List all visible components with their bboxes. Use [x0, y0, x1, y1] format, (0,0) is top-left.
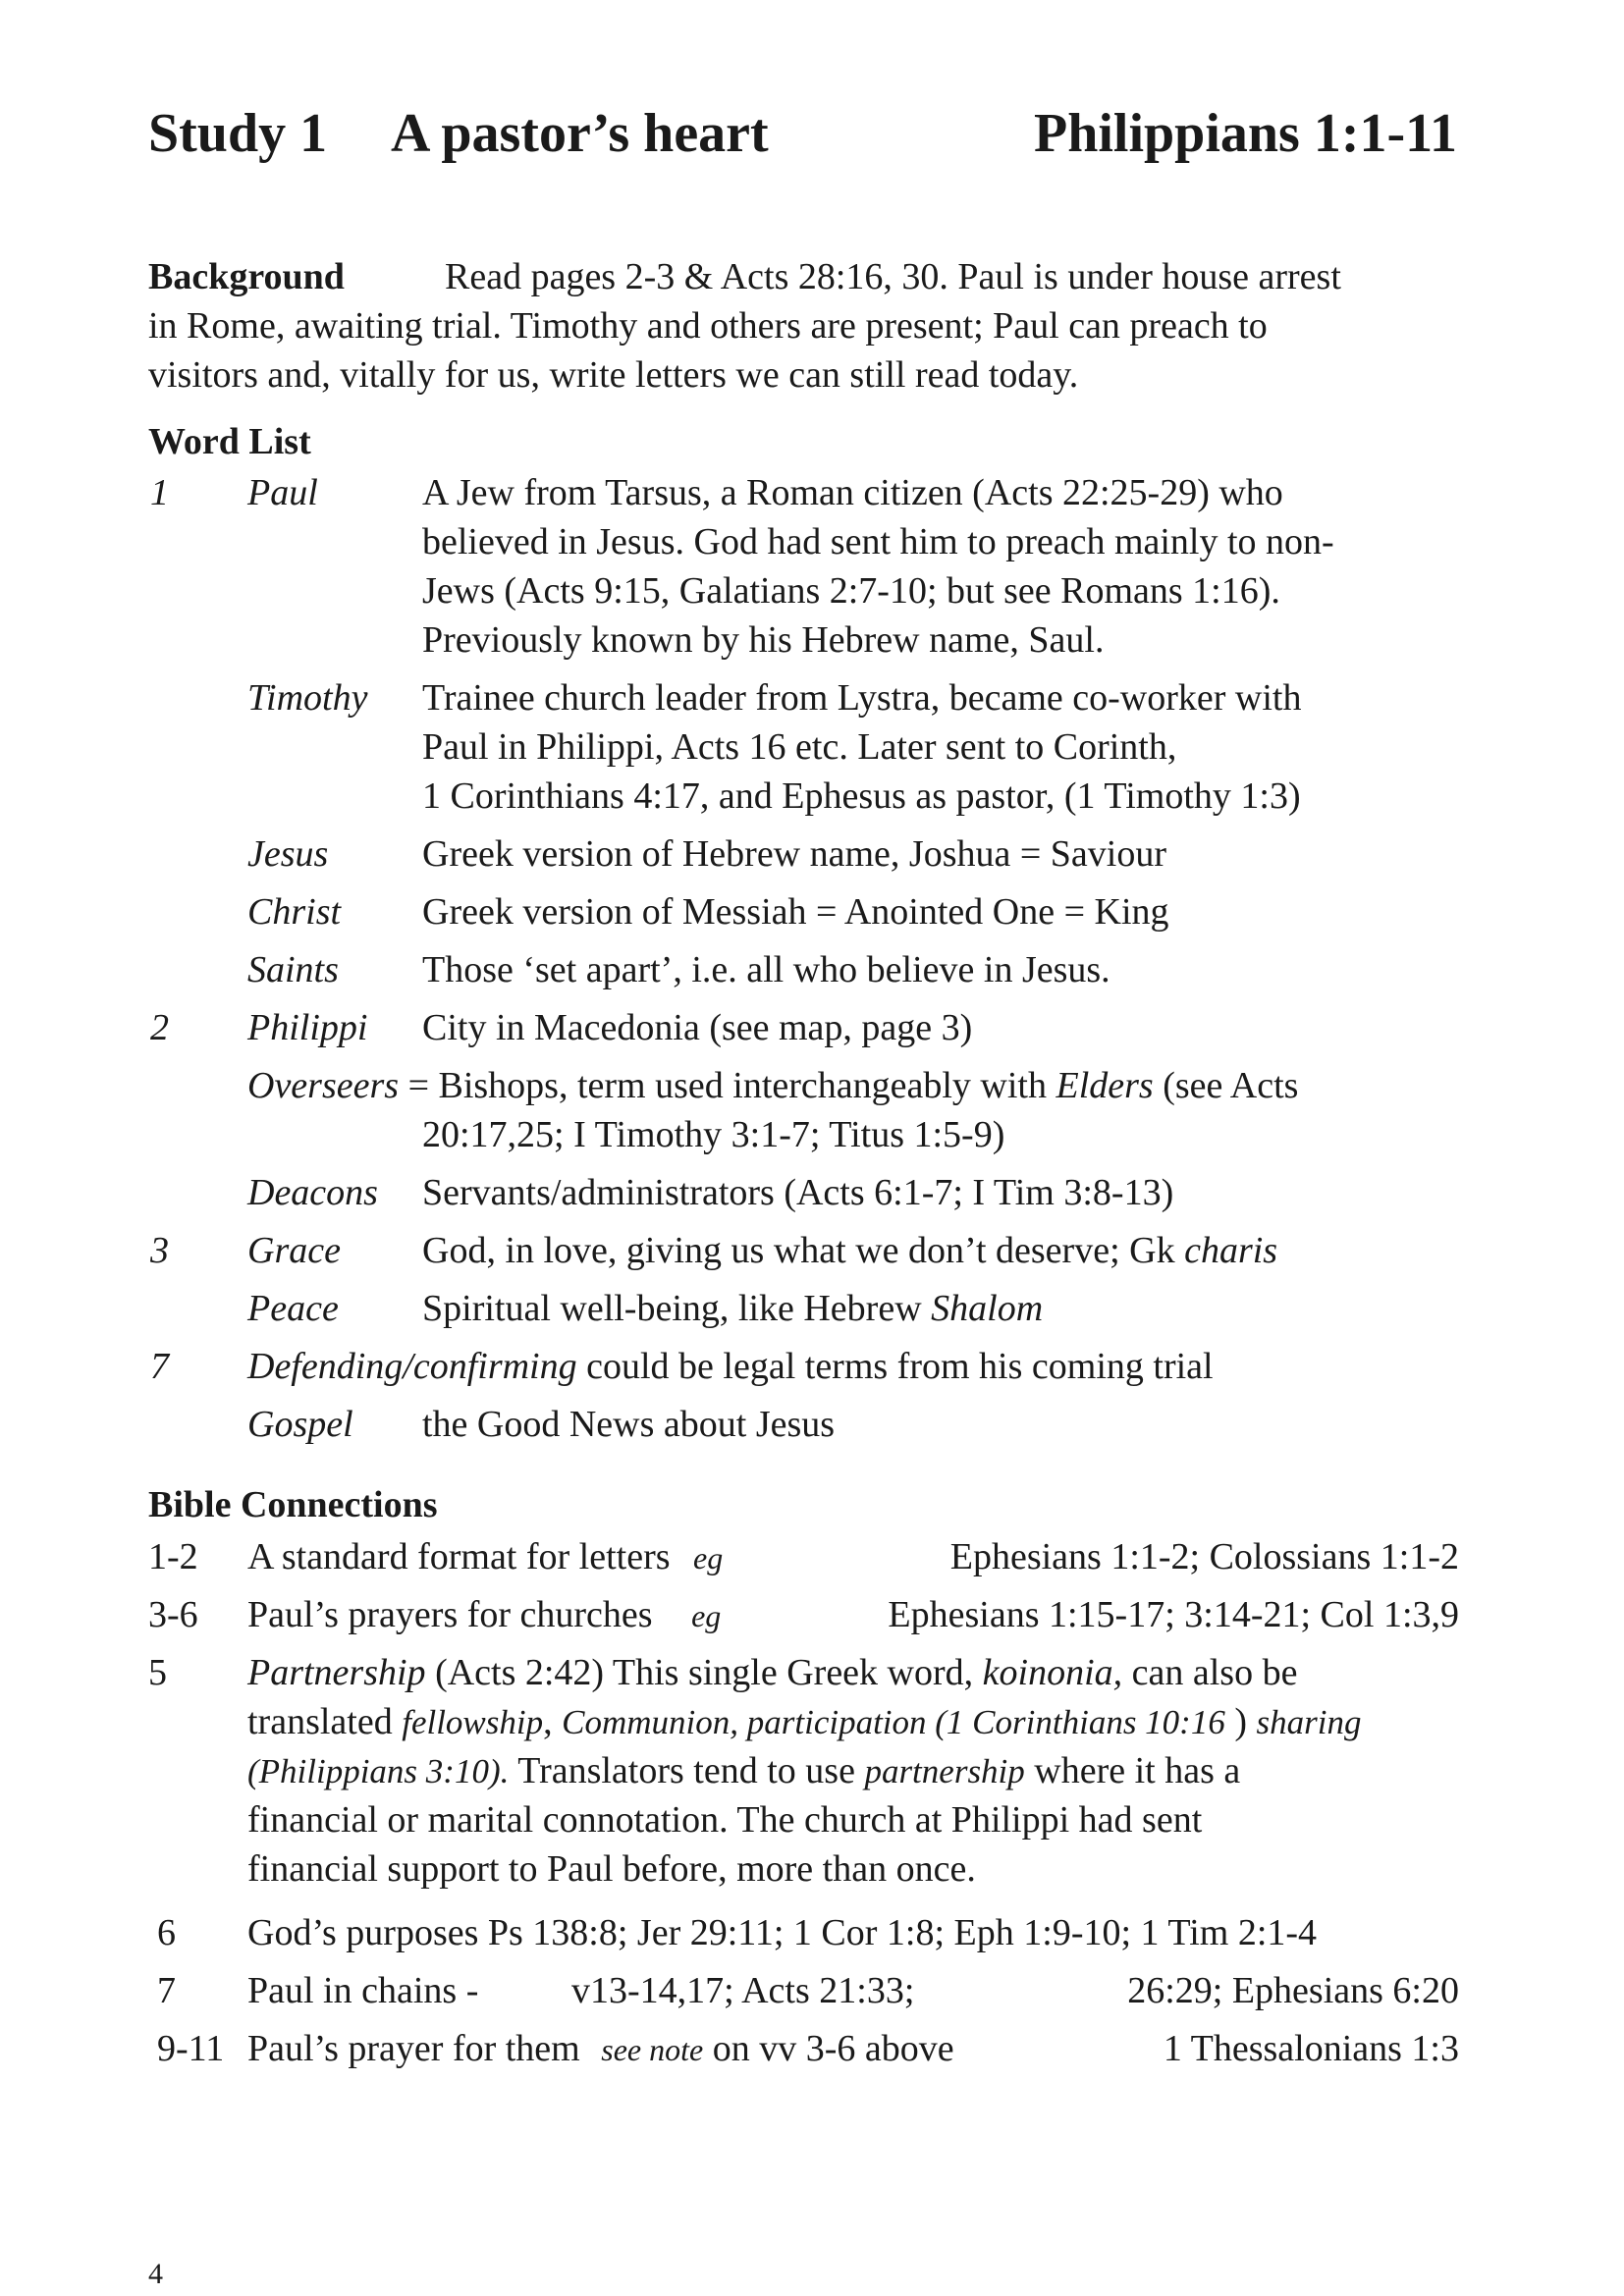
term: Christ [247, 891, 342, 933]
background-label: Background [148, 256, 345, 297]
verse-number: 7 [157, 1970, 176, 2011]
definition-line: Defending/confirming could be legal terms from his coming trial [247, 1346, 1214, 1387]
partnership-line: financial or marital connotation. The church at Philippi had sent [247, 1799, 1203, 1841]
partnership-line: translated fellowship, Communion, participation (1 Corinthians 10:16 ) sharing [247, 1701, 1362, 1742]
term: Defending/confirming [247, 1346, 577, 1387]
verse-number: 1-2 [148, 1536, 198, 1577]
definition-line: Paul in Philippi, Acts 16 etc. Later sent to Corinth, [422, 726, 1177, 768]
term: Paul [247, 472, 318, 513]
definition-line: Overseers = Bishops, term used interchangeably with Elders (see Acts [247, 1065, 1299, 1106]
term: Gospel [247, 1404, 353, 1445]
partnership-line: Partnership (Acts 2:42) This single Greek word, koinonia, can also be [247, 1652, 1298, 1693]
connection-ref: 1 Thessalonians 1:3 [1163, 2028, 1459, 2069]
definition-line: Spiritual well-being, like Hebrew Shalom [422, 1288, 1044, 1329]
partnership-line: financial support to Paul before, more than once. [247, 1848, 976, 1890]
partnership-line: (Philippians 3:10). Translators tend to use partnership where it has a [247, 1750, 1241, 1791]
definition-line: A Jew from Tarsus, a Roman citizen (Acts 22:25-29) who [422, 472, 1283, 513]
verse-number: 1 [150, 472, 169, 513]
connection-text: God’s purposes Ps 138:8; Jer 29:11; 1 Cor 1:8; Eph 1:9-10; 1 Tim 2:1-4 [247, 1912, 1318, 1953]
verse-number: 3 [150, 1230, 169, 1271]
connection-mid: v13-14,17; Acts 21:33; [571, 1970, 915, 2011]
term: Grace [247, 1230, 341, 1271]
term: Overseers [247, 1065, 400, 1106]
definition-line: the Good News about Jesus [422, 1404, 836, 1445]
term: Deacons [247, 1172, 378, 1213]
definition-line: believed in Jesus. God had sent him to preach mainly to non- [422, 521, 1334, 562]
definition-line: Trainee church leader from Lystra, became co-worker with [422, 677, 1302, 719]
definition-line: Those ‘set apart’, i.e. all who believe in Jesus. [422, 949, 1110, 990]
verse-number: 9-11 [157, 2028, 225, 2069]
connection-ref: 26:29; Ephesians 6:20 [1127, 1970, 1459, 2011]
connection-ref: Ephesians 1:1-2; Colossians 1:1-2 [949, 1536, 1459, 1577]
definition-line: 20:17,25; I Timothy 3:1-7; Titus 1:5-9) [422, 1114, 1005, 1155]
definition-line: 1 Corinthians 4:17, and Ephesus as pastor, (1 Timothy 1:3) [422, 775, 1301, 817]
background-line: in Rome, awaiting trial. Timothy and others are present; Paul can preach to [148, 305, 1268, 347]
verse-number: 5 [148, 1652, 167, 1693]
term: Saints [247, 949, 339, 990]
term: Peace [247, 1288, 339, 1329]
verse-number: 3-6 [148, 1594, 198, 1635]
definition-line: Greek version of Messiah = Anointed One = King [422, 891, 1169, 933]
verse-number: 2 [150, 1007, 169, 1048]
term: Timothy [247, 677, 368, 719]
background-line: visitors and, vitally for us, write letters we can still read today. [148, 354, 1079, 396]
definition-line: Previously known by his Hebrew name, Saul. [422, 619, 1105, 661]
definition-line: Greek version of Hebrew name, Joshua = Saviour [422, 833, 1166, 875]
definition-line: Servants/administrators (Acts 6:1-7; I Tim 3:8-13) [422, 1172, 1174, 1213]
connection-text: Paul’s prayer for them see note on vv 3-6 above [247, 2028, 954, 2069]
definition-line: God, in love, giving us what we don’t deserve; Gk charis [422, 1230, 1278, 1271]
term: Philippi [247, 1007, 368, 1048]
connection-text: Paul’s prayers for churches eg [247, 1594, 722, 1635]
term: Jesus [247, 833, 329, 875]
background-line: Read pages 2-3 & Acts 28:16, 30. Paul is under house arrest [445, 256, 1341, 297]
definition-line: City in Macedonia (see map, page 3) [422, 1007, 973, 1048]
verse-number: 6 [157, 1912, 176, 1953]
page-number: 4 [148, 2258, 163, 2290]
verse-number: 7 [150, 1346, 169, 1387]
word-list-heading: Word List [148, 421, 311, 462]
study-passage: Philippians 1:1-11 [1034, 103, 1458, 164]
study-title: A pastor’s heart [391, 103, 769, 164]
study-number: Study 1 [148, 103, 328, 164]
connection-ref: Ephesians 1:15-17; 3:14-21; Col 1:3,9 [888, 1594, 1459, 1635]
definition-line: Jews (Acts 9:15, Galatians 2:7-10; but see Romans 1:16). [422, 570, 1280, 612]
bible-connections-heading: Bible Connections [148, 1484, 438, 1525]
connection-text: A standard format for letters eg [247, 1536, 724, 1577]
connection-text: Paul in chains - [247, 1970, 479, 2011]
